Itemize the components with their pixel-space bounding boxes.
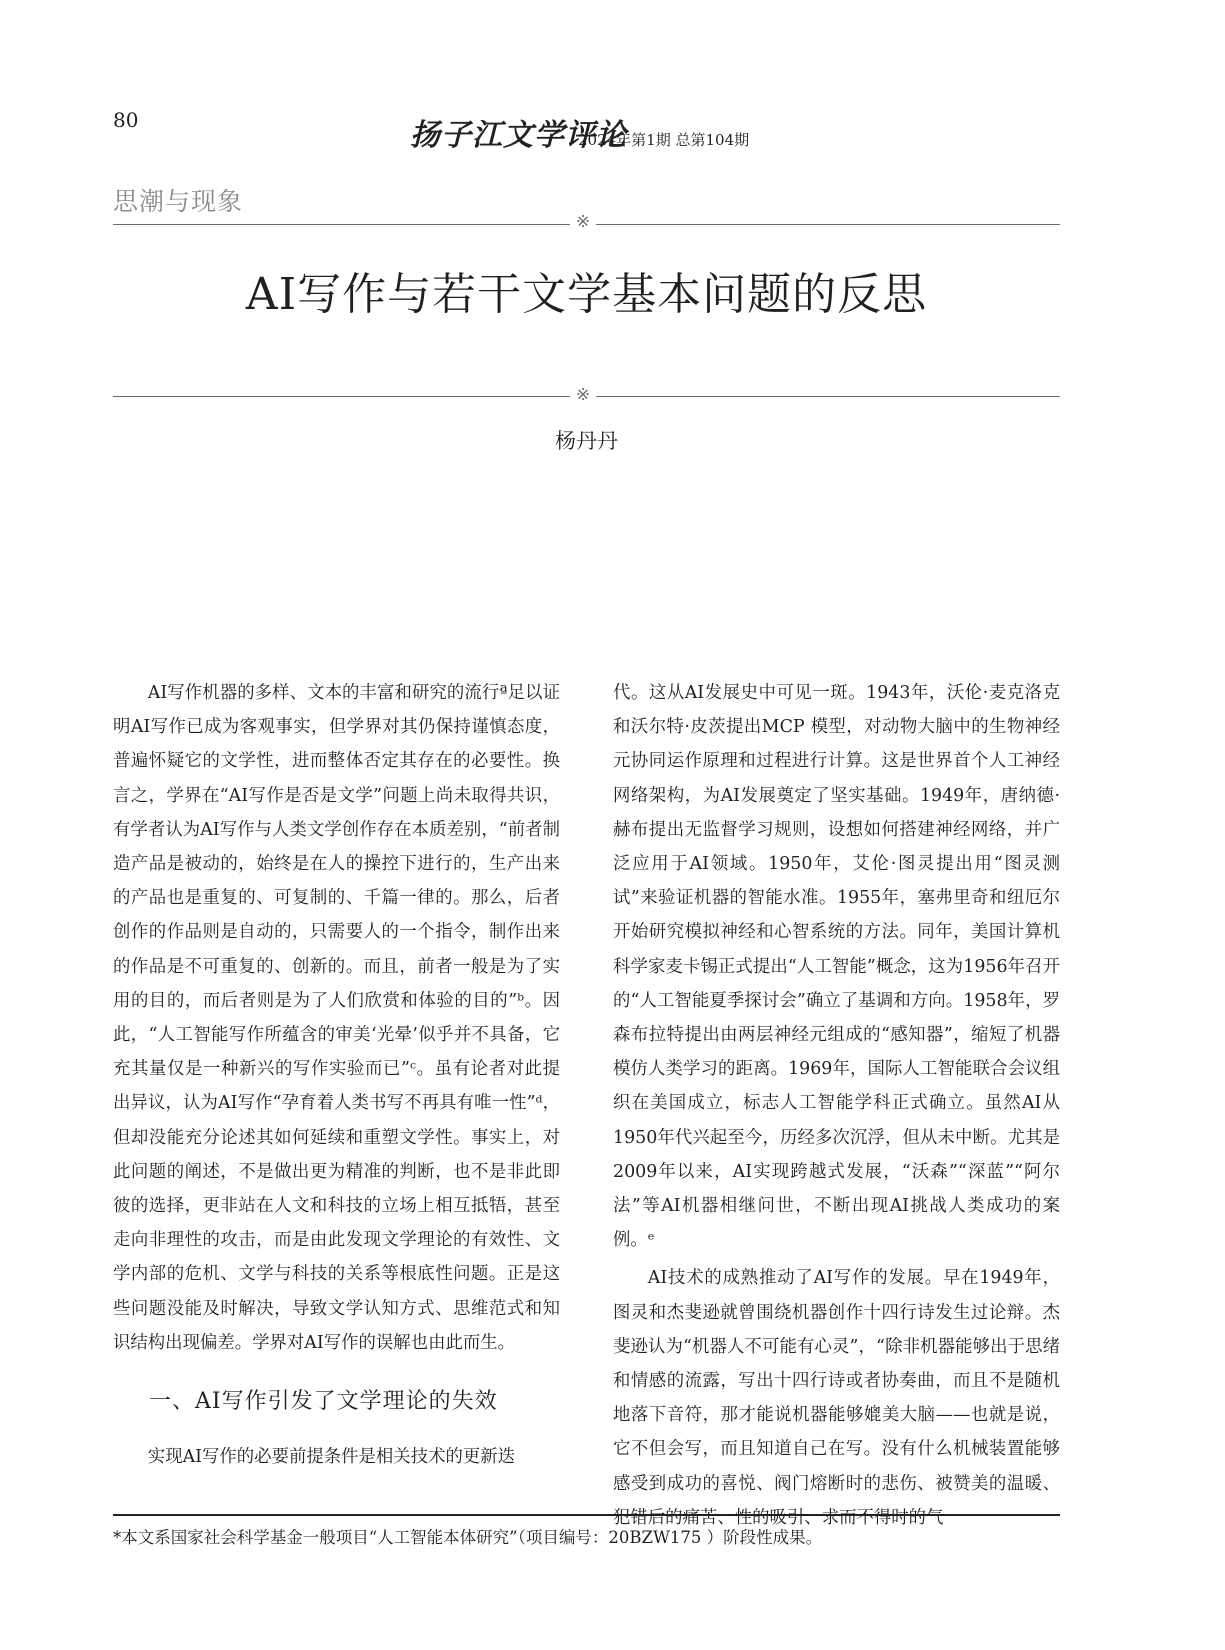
body-paragraph-continued: 代。这从AI发展史中可见一斑。1943年，沃伦·麦克洛克和沃尔特·皮茨提出MCP 模型，对动物大脑中的生物神经元协同运作原理和过程进行计算。这是世界首个人工神经网络架构，为AI发展奠定了坚实基础。1949年，唐纳德·赫布提出无监督学习规则，设想如何搭建神经网络，并广泛应用于AI领域。1950年，艾伦·图灵提出用“图灵测试”来验证机器的智能水准。1955年，塞弗里奇和纽厄尔开始研究模拟神经和心智系统的方法。同年，美国计算机科学家麦卡锡正式提出“人工智能”概念，这为1956年召开的“人工智能夏季探讨会”确立了基调和方向。1958年，罗森布拉特提出由两层神经元组成的“感知器”，缩短了机器模仿人类学习的距离。1969年，国际人工智能联合会议组织在美国成立，标志人工智能学科正式确立。虽然AI从1950年代兴起至今，历经多次沉浮，但从未中断。尤其是2009年以来，AI实现跨越式发展，“沃森”“深蓝”“阿尔法”等AI机器相继问世，不断出现AI挑战人类成功的案例。ᵉ bbox=[613, 683, 1060, 1251]
title-divider-ornament: ※ bbox=[570, 385, 596, 405]
journal-logo: 扬子江文学评论 bbox=[410, 118, 627, 153]
body-paragraph: AI写作机器的多样、文本的丰富和研究的流行ª足以证明AI写作已成为客观事实，但学界对其仍保持谨慎态度，普遍怀疑它的文学性，进而整体否定其存在的必要性。换言之，学界在“AI写作是否是文学”问题上尚未取得共识，有学者认为AI写作与人类文学创作存在本质差别，“前者制造产品是被动的，始终是在人的操控下进行的，生产出来的产品也是重复的、可复制的、千篇一律的。那么，后者创作的作品则是自动的，只需要人的一个指令，制作出来的作品是不可重复的、创新的。而且，前者一般是为了实用的目的，而后者则是为了人们欣赏和体验的目的”ᵇ。因此，“人工智能写作所蕴含的审美‘光晕’似乎并不具备，它充其量仅是一种新兴的写作实验而已”ᶜ。虽有论者对此提出异议，认为AI写作“孕育着人类书写不再具有唯一性”ᵈ，但却没能充分论述其如何延续和重塑文学性。事实上，对此问题的阐述，不是做出更为精准的判断，也不是非此即彼的选择，更非站在人文和科技的立场上相互抵牾，甚至走向非理性的攻击，而是由此发现文学理论的有效性、文学内部的危机、文学与科技的关系等根底性问题。正是这些问题没能及时解决，导致文学认知方式、思维范式和知识结构出现偏差。学界对AI写作的误解也由此而生。 bbox=[113, 683, 560, 1353]
article-title: AI写作与若干文学基本问题的反思 bbox=[245, 269, 928, 320]
page-number: 80 bbox=[113, 108, 139, 132]
footnote: *本文系国家社会科学基金一般项目“人工智能本体研究”（项目编号：20BZW175 ）阶段性成果。 bbox=[113, 1528, 823, 1547]
column-label: 思潮与现象 bbox=[113, 187, 244, 216]
section-heading: 一、AI写作引发了文学理论的失效 bbox=[149, 1389, 498, 1415]
left-column bbox=[113, 676, 560, 1471]
right-column bbox=[613, 676, 1060, 1528]
author-name: 杨丹丹 bbox=[555, 429, 618, 453]
footnote-divider bbox=[113, 1514, 1060, 1516]
body-paragraph: AI技术的成熟推动了AI写作的发展。早在1949年，图灵和杰斐逊就曾围绕机器创作十四行诗发生过论辩。杰斐逊认为“机器人不可能有心灵”，“除非机器能够出于思绪和情感的流露，写出十四行诗或者协奏曲，而且不是随机地落下音符，那才能说机器能够媲美大脑——也就是说，它不但会写，而且知道自己在写。没有什么机械装置能够感受到成功的喜悦、阀门熔断时的悲伤、被赞美的温暖、犯错后的痛苦、性的吸引、求而不得时的气 bbox=[613, 1268, 1060, 1528]
top-divider-ornament: ※ bbox=[570, 212, 596, 232]
issue-info: 2024年第1期 总第104期 bbox=[578, 131, 750, 149]
body-paragraph: 实现AI写作的必要前提条件是相关技术的更新迭 bbox=[147, 1447, 516, 1468]
